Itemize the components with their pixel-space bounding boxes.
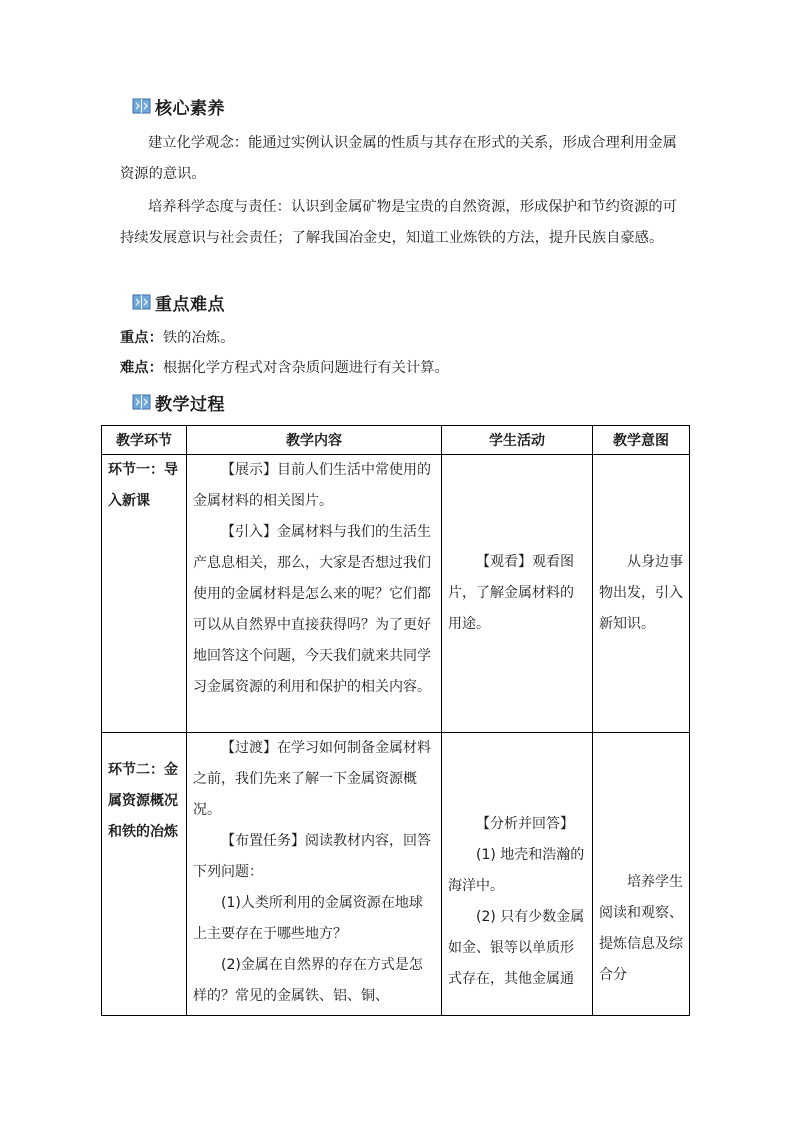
header-stage: 教学环节 bbox=[102, 426, 187, 455]
stage-cell bbox=[102, 733, 187, 1016]
difficulty-label: 难点： bbox=[120, 360, 163, 376]
activity-cell bbox=[442, 455, 593, 733]
intent-text: 培养学生阅读和观察、提炼信息及综合分 bbox=[599, 874, 683, 983]
difficulty-text: 根据化学方程式对含杂质问题进行有关计算。 bbox=[162, 360, 449, 376]
intent-text: 从身边事物出发，引入新知识。 bbox=[599, 554, 683, 632]
stage-text: 环节一：导入新课 bbox=[108, 462, 178, 509]
header-intent: 教学意图 bbox=[593, 426, 690, 455]
content-paragraph: 【布置任务】阅读教材内容，回答下列问题： bbox=[193, 833, 431, 880]
stage-text: 环节二：金属资源概况和铁的冶炼 bbox=[108, 762, 178, 840]
content-paragraph: 【过渡】在学习如何制备金属材料之前，我们先来了解一下金属资源概况。 bbox=[193, 740, 431, 818]
content-paragraph: (1)人类所利用的金属资源在地球上主要存在于哪些地方？ bbox=[193, 895, 423, 942]
stage-cell bbox=[102, 455, 187, 733]
book-icon bbox=[132, 393, 151, 411]
table-row bbox=[102, 733, 690, 1016]
difficulty-line bbox=[120, 353, 680, 384]
content-paragraph: 【引入】金属材料与我们的生活生产息息相关，那么，大家是否想过我们使用的金属材料是怎么来的呢？它们都可以从自然界中直接获得吗？为了更好地回答这个问题，今天我们就来共同学习金属资源的利用和保护的相关内容。 bbox=[193, 524, 431, 695]
section-heading-process bbox=[132, 388, 225, 416]
content-paragraph: (2)金属在自然界的存在方式是怎样的？常见的金属铁、铝、铜、 bbox=[193, 957, 423, 1004]
section-title: 重点难点 bbox=[155, 294, 225, 315]
activity-paragraph: 【分析并回答】 bbox=[476, 816, 574, 832]
focus-label: 重点： bbox=[120, 330, 163, 346]
book-icon bbox=[132, 97, 151, 115]
paragraph-science-attitude: 培养科学态度与责任：认识到金属矿物是宝贵的自然资源，形成保护和节约资源的可持续发展意识与社会责任；了解我国冶金史，知道工业炼铁的方法，提升民族自豪感。 bbox=[120, 199, 677, 246]
activity-cell bbox=[442, 733, 593, 1016]
focus-line bbox=[120, 323, 680, 354]
book-icon bbox=[132, 293, 151, 311]
section-heading-core bbox=[132, 92, 225, 120]
intent-cell bbox=[593, 455, 690, 733]
table-row bbox=[102, 455, 690, 733]
activity-text: 【观看】观看图片，了解金属材料的用途。 bbox=[448, 554, 574, 632]
table-header-row bbox=[102, 426, 690, 455]
focus-text: 铁的冶炼。 bbox=[162, 330, 235, 346]
header-activity: 学生活动 bbox=[442, 426, 593, 455]
content-cell bbox=[187, 455, 442, 733]
content-paragraph: 【展示】目前人们生活中常使用的金属材料的相关图片。 bbox=[193, 462, 431, 509]
lesson-table bbox=[101, 425, 690, 1016]
section-heading-key bbox=[132, 288, 225, 316]
header-content: 教学内容 bbox=[187, 426, 442, 455]
paragraph-chemistry-concept: 建立化学观念：能通过实例认识金属的性质与其存在形式的关系，形成合理利用金属资源的意识。 bbox=[120, 135, 677, 182]
activity-paragraph: (1) 地壳和浩瀚的海洋中。 bbox=[448, 847, 585, 894]
activity-paragraph: (2) 只有少数金属如金、银等以单质形式存在，其他金属通 bbox=[448, 909, 585, 987]
section-title: 核心素养 bbox=[155, 98, 225, 119]
content-cell bbox=[187, 733, 442, 1016]
intent-cell bbox=[593, 733, 690, 1016]
section-title: 教学过程 bbox=[155, 394, 225, 415]
